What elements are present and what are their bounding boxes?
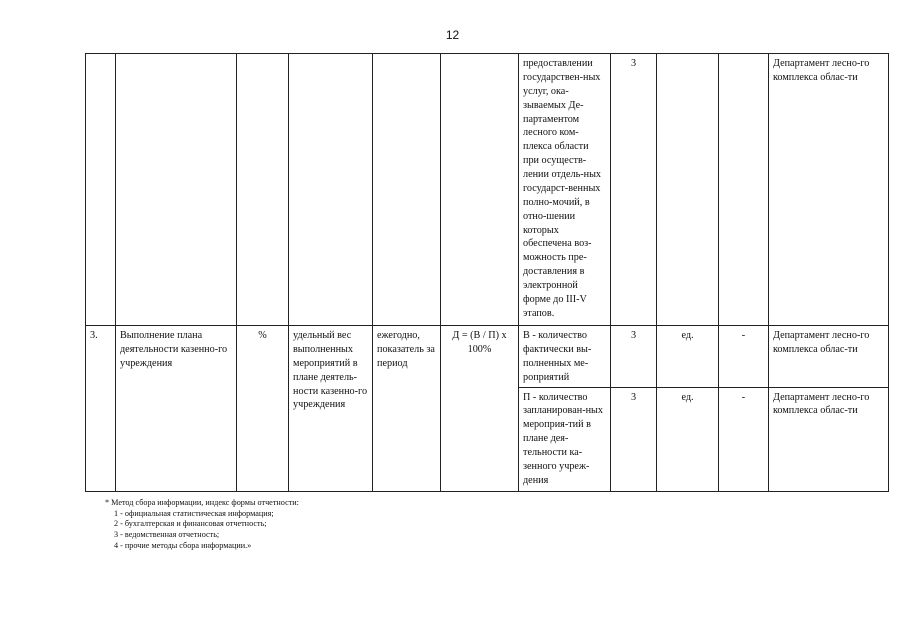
footnote-item: 4 - прочие методы сбора информации.» [114, 540, 252, 550]
cell-sub-unit [657, 54, 719, 326]
indicators-table [85, 53, 889, 492]
page-number: 12 [445, 28, 460, 42]
footnote [105, 498, 299, 551]
cell-unit: % [237, 326, 289, 492]
cell-name [116, 54, 237, 326]
cell-indicator-text: В - количество фактически вы-полненных ме-роприятий [519, 326, 611, 388]
cell-number: 3. [86, 326, 116, 492]
footnote-title: * Метод сбора информации, индекс формы отчетности: [105, 498, 299, 507]
cell-method-code: 3 [611, 326, 657, 388]
cell-periodicity: ежегодно, показатель за период [373, 326, 441, 492]
cell-dash: - [719, 387, 769, 491]
footnote-item: 1 - официальная статистическая информация; [114, 508, 274, 518]
table-row-continued [86, 54, 889, 326]
cell-responsible: Департамент лесно-го комплекса облас-ти [769, 326, 889, 388]
cell-sub-unit: ед. [657, 326, 719, 388]
cell-periodicity [373, 54, 441, 326]
cell-definition: удельный вес выполненных мероприятий в плане деятель-ности казенно-го учреждения [289, 326, 373, 492]
cell-responsible: Департамент лесно-го комплекса облас-ти [769, 387, 889, 491]
cell-dash: - [719, 326, 769, 388]
cell-name: Выполнение плана деятельности казенно-го учреждения [116, 326, 237, 492]
cell-method-code: 3 [611, 54, 657, 326]
cell-formula [441, 54, 519, 326]
cell-sub-unit: ед. [657, 387, 719, 491]
cell-indicator-text: П - количество запланирован-ных мероприя-тий в плане дея-тельности ка-зенного учреж-дения [519, 387, 611, 491]
cell-definition [289, 54, 373, 326]
cell-unit [237, 54, 289, 326]
footnote-item: 3 - ведомственная отчетность; [114, 529, 220, 539]
cell-indicator-text: предоставлении государствен-ных услуг, ока-зываемых Де-партаментом лесного ком-плекса области при осуществ-лении отдель-ных государст-венных полно-мочий, в отно-шении которых обеспечена воз-можность пре-доставления в электронной форме до III-V этапов. [519, 54, 611, 326]
table-row-3-a [86, 326, 889, 388]
cell-responsible: Департамент лесно-го комплекса облас-ти [769, 54, 889, 326]
cell-formula: Д = (В / П) х 100% [441, 326, 519, 492]
cell-number [86, 54, 116, 326]
cell-method-code: 3 [611, 387, 657, 491]
cell-dash [719, 54, 769, 326]
footnote-item: 2 - бухгалтерская и финансовая отчетность; [114, 519, 267, 529]
